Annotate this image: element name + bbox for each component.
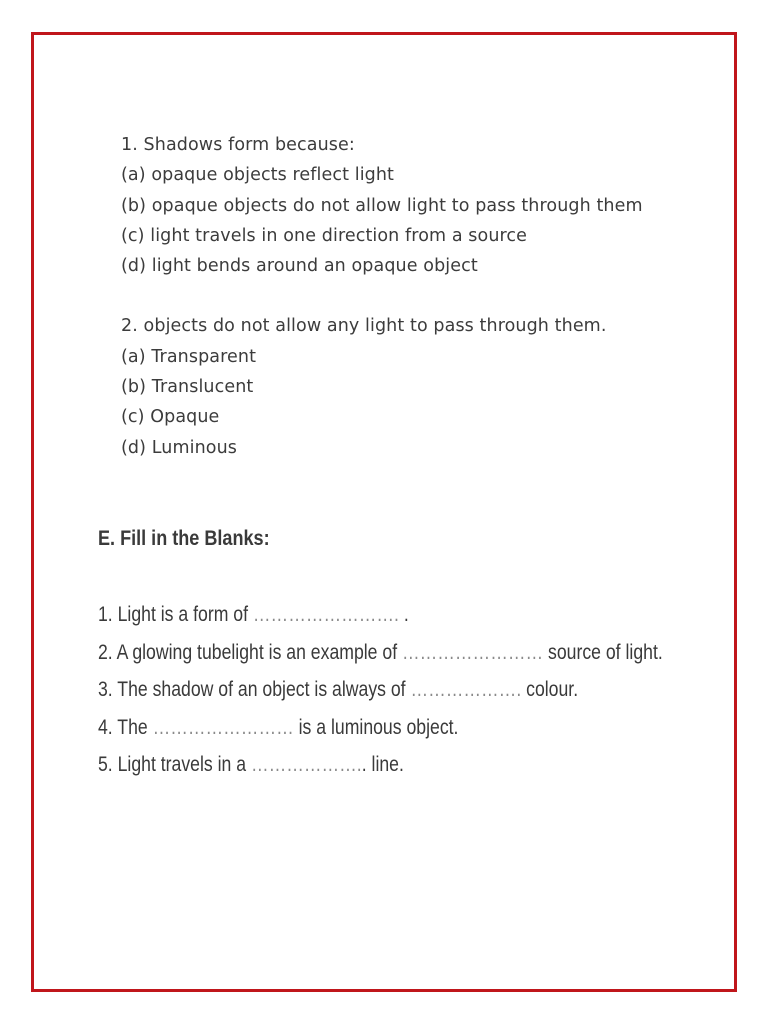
question-1-option-c: (c) light travels in one direction from a source <box>121 225 528 246</box>
blank-item-4 <box>98 709 663 747</box>
blank-item-text: 1. Light is a form of <box>98 603 253 626</box>
blank-item-5 <box>98 746 663 784</box>
fill-blanks-heading: E. Fill in the Blanks: <box>98 527 270 550</box>
blank-space: ………………. <box>250 753 362 776</box>
question-2-option-a: (a) Transparent <box>121 346 257 367</box>
question-2-option-b: (b) Translucent <box>121 377 254 398</box>
blank-space: …………………… <box>402 640 544 664</box>
question-2-option-c: (c) Opaque <box>121 407 220 428</box>
blank-item-text: is a luminous object. <box>293 715 459 739</box>
question-1: 1. Shadows form because: <box>121 135 355 155</box>
question-spacer <box>121 281 721 311</box>
blank-item-text: colour. <box>521 678 579 701</box>
blank-item-text: . <box>398 603 409 626</box>
blank-item-text: source of light. <box>543 640 663 664</box>
question-2: 2. objects do not allow any light to pass through them. <box>121 316 607 337</box>
blank-item-text: 2. A glowing tubelight is an example of <box>98 640 403 664</box>
blank-space: ……………………. <box>252 603 399 626</box>
blank-item-1 <box>98 596 663 634</box>
question-2-option-d: (d) Luminous <box>121 437 237 458</box>
blank-space: …………………… <box>152 715 294 739</box>
blank-item-text: 3. The shadow of an object is always of <box>98 678 411 701</box>
multiple-choice-section <box>121 130 721 463</box>
question-1-option-b: (b) opaque objects do not allow light to pass through them <box>121 195 643 216</box>
blank-item-text: 4. The <box>98 715 153 739</box>
blank-item-2 <box>98 634 663 672</box>
question-1-option-d: (d) light bends around an opaque object <box>121 256 478 277</box>
blank-space: ………………. <box>410 678 522 701</box>
blank-item-text: 5. Light travels in a <box>98 753 251 776</box>
blank-item-3 <box>98 671 663 709</box>
blank-item-text: . line. <box>361 753 404 776</box>
fill-blanks-list <box>98 596 768 784</box>
question-1-option-a: (a) opaque objects reflect light <box>121 165 395 186</box>
